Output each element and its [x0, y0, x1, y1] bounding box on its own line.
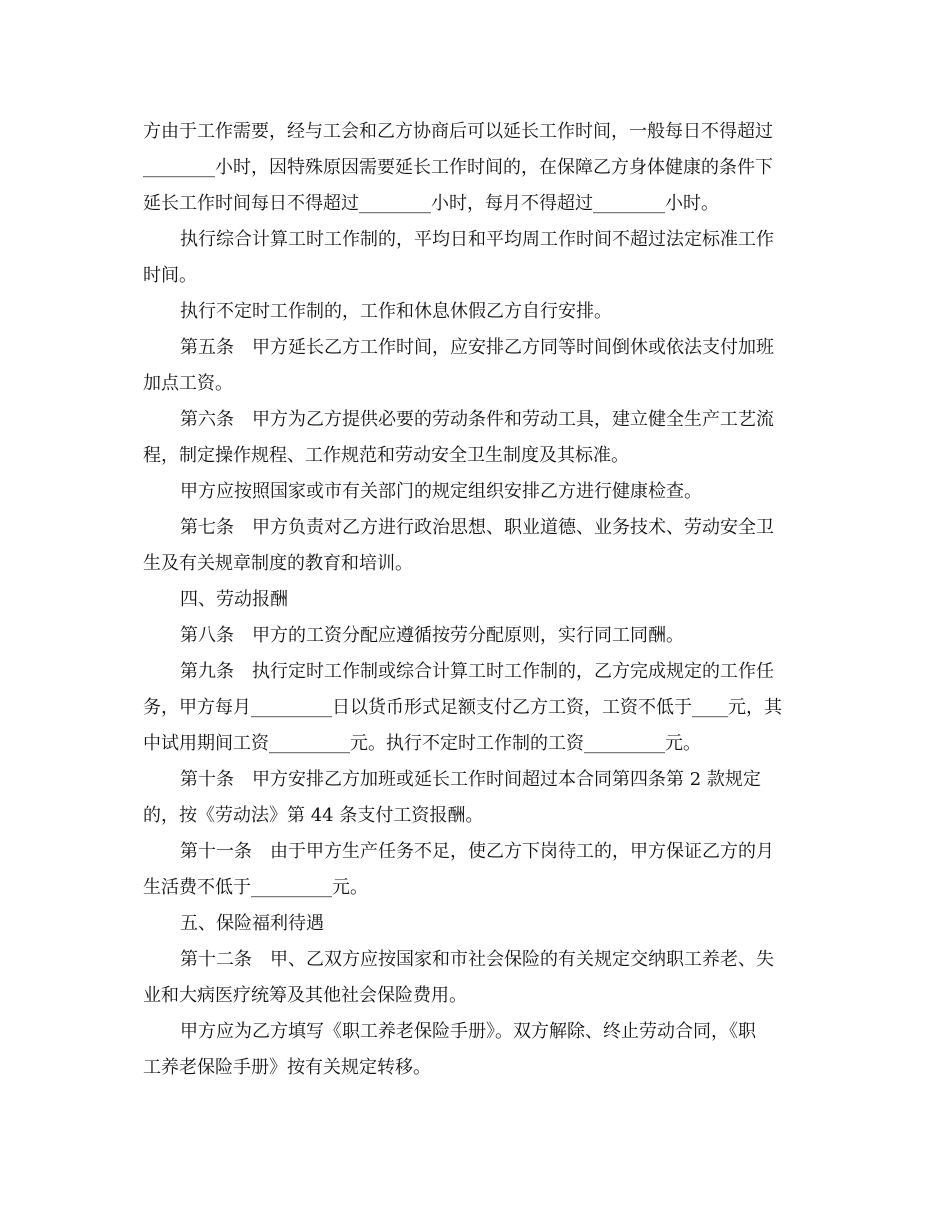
text-line: 甲方应按照国家或市有关部门的规定组织安排乙方进行健康检查。: [180, 481, 702, 502]
article-5-line: 第五条 甲方延长乙方工作时间，应安排乙方同等时间倒休或依法支付加班: [180, 337, 774, 358]
text-line: 甲方应为乙方填写《职工养老保险手册》。双方解除、终止劳动合同，《职: [180, 1021, 756, 1042]
text-line: 业和大病医疗统筹及其他社会保险费用。: [143, 985, 467, 1006]
text-line: 程，制定操作规程、工作规范和劳动安全卫生制度及其标准。: [143, 445, 629, 466]
text-line: 执行综合计算工时工作制的，平均日和平均周工作时间不超过法定标准工作: [180, 229, 774, 250]
text-line: 生及有关规章制度的教育和培训。: [143, 553, 413, 574]
text-line: 方由于工作需要，经与工会和乙方协商后可以延长工作时间，一般每日不得超过: [143, 121, 773, 142]
article-10-line: 第十条 甲方安排乙方加班或延长工作时间超过本合同第四条第 2 款规定: [180, 769, 761, 790]
text-line: ________小时，因特殊原因需要延长工作时间的，在保障乙方身体健康的条件下: [143, 157, 773, 178]
article-6-line: 第六条 甲方为乙方提供必要的劳动条件和劳动工具，建立健全生产工艺流: [180, 409, 774, 430]
section-heading-remuneration: 四、劳动报酬: [180, 589, 288, 610]
text-line: 时间。: [143, 265, 197, 286]
text-line: 工养老保险手册》按有关规定转移。: [143, 1057, 431, 1078]
article-9-line: 第九条 执行定时工作制或综合计算工时工作制的，乙方完成规定的工作任: [180, 661, 774, 682]
article-8-line: 第八条 甲方的工资分配应遵循按劳分配原则，实行同工同酬。: [180, 625, 684, 646]
article-11-line: 第十一条 由于甲方生产任务不足，使乙方下岗待工的，甲方保证乙方的月: [180, 841, 774, 862]
article-12-line: 第十二条 甲、乙双方应按国家和市社会保险的有关规定交纳职工养老、失: [180, 949, 774, 970]
text-line: 加点工资。: [143, 373, 233, 394]
text-line: 务，甲方每月_________日以货币形式足额支付乙方工资，工资不低于____元，其: [143, 697, 782, 718]
article-7-line: 第七条 甲方负责对乙方进行政治思想、职业道德、业务技术、劳动安全卫: [180, 517, 774, 538]
text-line: 中试用期间工资_________元。执行不定时工作制的工资_________元。: [143, 733, 701, 754]
document-body: [143, 114, 808, 1086]
text-line: 执行不定时工作制的，工作和休息休假乙方自行安排。: [180, 301, 612, 322]
text-line: 延长工作时间每日不得超过________小时，每月不得超过________小时。: [143, 193, 719, 214]
section-heading-insurance: 五、保险福利待遇: [180, 913, 324, 934]
text-line: 的，按《劳动法》第 44 条支付工资报酬。: [143, 805, 484, 826]
text-line: 生活费不低于_________元。: [143, 877, 368, 898]
